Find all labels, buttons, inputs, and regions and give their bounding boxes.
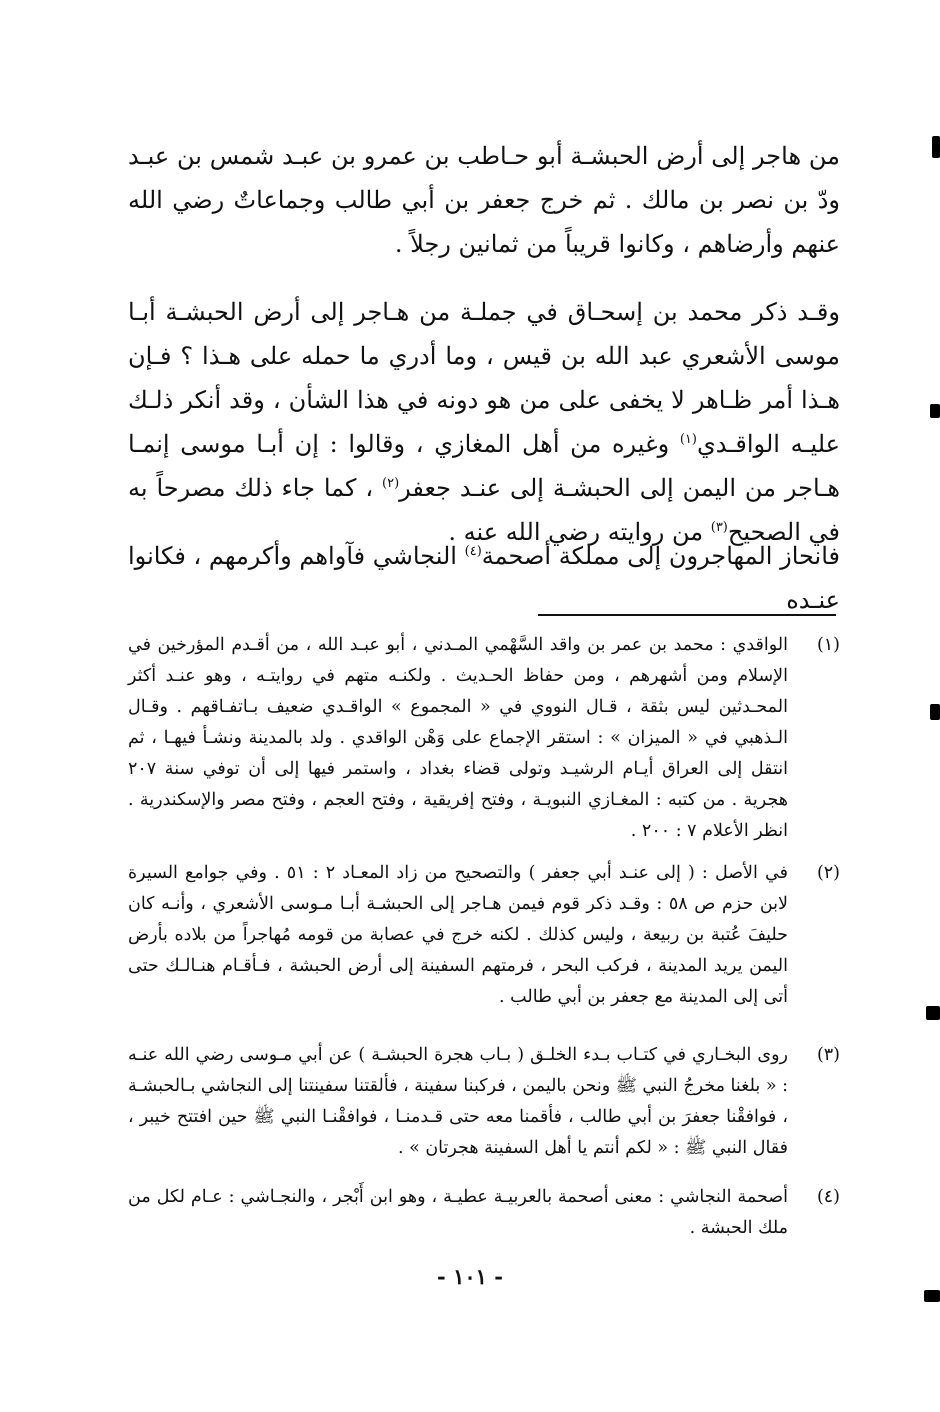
paragraph-3-text: [128, 534, 840, 622]
paragraph-3-part-2: النجاشي فآواهم وأكرمهم ، فكانوا عنـده: [128, 542, 840, 614]
footnote-ref-3[interactable]: (٣): [710, 520, 728, 535]
paragraph-1-text: من هاجر إلى أرض الحبشـة أبو حـاطب بن عمرو بن عبـد شمس بن عبـد ودّ بن نصر بن مالك . ثم خرج جعفر بن أبي طالب وجماعاتٌ رضي الله عنهم وأرضاهم ، وكانوا قريباً من ثمانين رجلاً .: [128, 142, 841, 258]
footnote-2: [128, 858, 840, 1013]
footnote-2-text: في الأصل : ( إلى عنـد أبي جعفر ) والتصحيح من زاد المعـاد ٢ : ٥١ . وفي جوامع السيرة لابن حزم ص ٥٨ : وقـد ذكر قوم فيمن هـاجر إلى الحبشـة أبـا مـوسى الأشعري ، وأنـه كان حليفَ عُتبة بن ربيعة ، وليس كذلك . لكنه خرج في عصابة من قومه مُهاجراً من بلاده بأرض اليمن يريد المدينة ، فركب البحر ، فرمتهم السفينة إلى أرض الحبشة ، فـأقـام هنـالـك حتى أتى إلى المدينة مع جعفر بن أبي طالب .: [128, 863, 789, 1007]
paragraph-2-part-3: ، كما جاء ذلك مصرحاً به في الصحيح: [128, 474, 840, 546]
scan-edge-mark: [930, 404, 940, 418]
paragraph-3: [128, 534, 840, 622]
scan-edge-mark: [926, 1006, 940, 1020]
footnote-4-text: أصحمة النجاشي : معنى أصحمة بالعربيـة عطيـة ، وهو ابن أَبْجر ، والنجـاشي : عـام لكل من ملك الحبشة .: [128, 1187, 788, 1238]
paragraph-2-part-2: وغيره من أهل المغازي ، وقالوا : إن أبـا موسى إنمـا هـاجر من اليمن إلى الحبشـة إلى عنـد جعفر: [128, 430, 840, 502]
footnote-3-number: (٣): [816, 1045, 840, 1065]
footnote-4: [128, 1182, 840, 1244]
paragraph-2-part-1: وقـد ذكر محمد بن إسحـاق في جملـة من هـاجر إلى أرض الحبشـة أبـا موسى الأشعري عبد الله بن قيس ، وما أدري ما حمله على هـذا ؟ فـإن هـذا أمر ظـاهر لا يخفى على من هو دونه في هذا الشأن ، وقد أنكر ذلـك عليـه الواقـدي: [128, 298, 840, 458]
footnote-separator-rule: [538, 614, 836, 616]
paragraph-3-part-1: فانحاز المهاجرون إلى مملكة أصحمة: [481, 542, 840, 570]
footnote-3-text: روى البخـاري في كتـاب بـدء الخلـق ( بـاب هجرة الحبشـة ) عن أبي مـوسى رضي الله عنـه : « بلغنا مخرجُ النبي ﷺ ونحن باليمن ، فركبنا سفينة ، فألقتنا سفينتنا إلى النجاشي بـالحبشـة ، فوافقْنا جعفرَ بن أبي طالب ، فأقمنا معه حتى قـدمنـا ، فوافقْنـا النبي ﷺ حين افتتح خيبر ، فقال النبي ﷺ : « لكم أنتم يا أهل السفينة هجرتان » .: [128, 1045, 788, 1158]
scan-edge-mark: [930, 704, 940, 720]
paragraph-2-part-4: من روايته رضي الله عنه .: [448, 518, 711, 546]
footnote-1-number: (١): [816, 635, 840, 655]
footnote-ref-2[interactable]: (٢): [382, 476, 400, 491]
footnote-ref-1[interactable]: (١): [679, 432, 697, 447]
paragraph-1: [128, 134, 840, 266]
footnote-4-number: (٤): [816, 1187, 840, 1207]
footnote-2-number: (٢): [816, 863, 840, 883]
scan-edge-mark: [924, 1290, 940, 1302]
footnote-ref-4[interactable]: (٤): [464, 544, 482, 559]
paragraph-2: [128, 290, 840, 554]
footnote-3: [128, 1040, 840, 1164]
scan-edge-mark: [932, 136, 940, 158]
footnote-1-text: الواقدي : محمد بن عمر بن واقد السَّهْمي المـدني ، أبو عبـد الله ، من أقـدم المؤرخين في الإسلام ومن أشهرهم ، ومن حفاظ الحـديث . ولكنـه متهم في روايتـه ، وهو عنـد أكثر المحـدثين ليس بثقة ، قـال النووي في « المجموع » الواقـدي ضعيف بـاتفـاقهم . وقـال الـذهبي في « الميزان » : استقر الإجماع على وَهْن الواقدي . ولد بالمدينة ونشـأ فيهـا ، ثم انتقل إلى العراق أيـام الرشيـد وتولى قضاء بغداد ، واستمر فيها إلى أن توفي سنة ٢٠٧ هجرية . من كتبه : المغـازي النبويـة ، وفتح إفريقية ، وفتح العجم ، وفتح مصر والإسكندرية . انظر الأعلام ٧ : ٢٠٠ .: [128, 635, 788, 841]
footnote-1: [128, 630, 840, 847]
page-number: - ١٠١ -: [437, 1264, 503, 1289]
paragraph-2-text: [128, 290, 840, 554]
